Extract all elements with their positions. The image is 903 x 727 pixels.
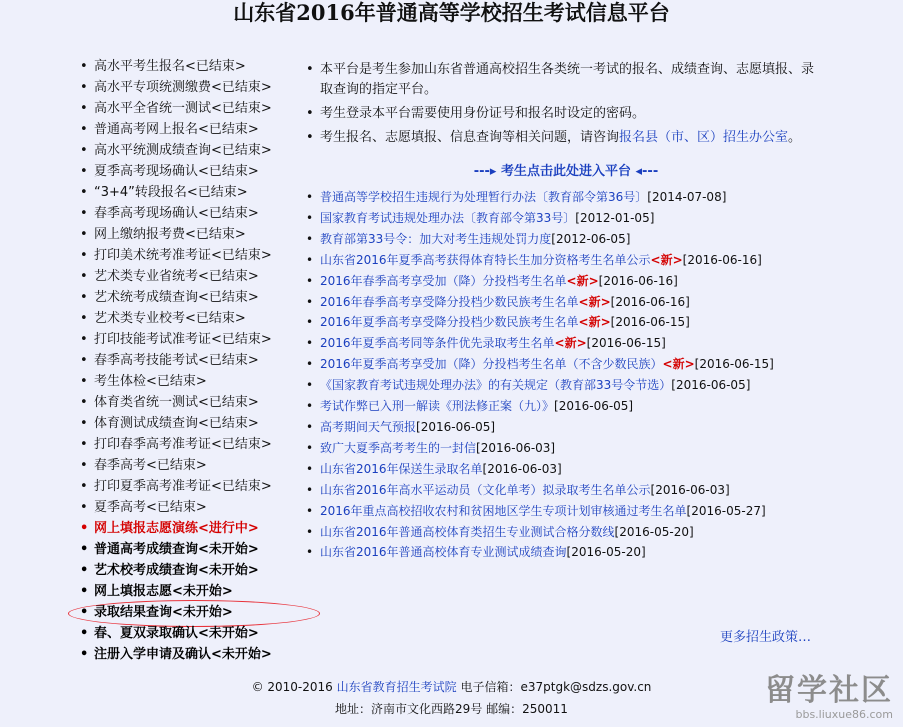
- bullet-icon: •: [80, 374, 88, 389]
- menu-item-label[interactable]: “3+4”转段报名<已结束>: [94, 185, 248, 200]
- menu-item[interactable]: [80, 182, 295, 203]
- news-title-link[interactable]: 高考期间天气预报: [320, 419, 417, 434]
- news-item: [306, 522, 826, 543]
- menu-item-label[interactable]: 春季高考技能考试<已结束>: [94, 353, 259, 368]
- news-title-link[interactable]: 普通高等学校招生违规行为处理暂行办法〔教育部令第36号〕: [320, 190, 648, 204]
- bullet-icon: •: [80, 605, 89, 620]
- bullet-icon: •: [306, 545, 314, 560]
- bullet-icon: •: [80, 395, 88, 410]
- bullet-icon: •: [306, 62, 314, 77]
- menu-item[interactable]: [80, 119, 295, 140]
- bullet-icon: •: [80, 143, 88, 158]
- menu-item[interactable]: [80, 497, 295, 518]
- bullet-icon: •: [306, 231, 314, 246]
- news-title-link[interactable]: 教育部第33号令：加大对考生违规处罚力度: [320, 231, 552, 246]
- bullet-icon: •: [80, 542, 89, 557]
- menu-item-label[interactable]: 普通高考成绩查询<未开始>: [94, 542, 259, 557]
- bullet-icon: •: [306, 461, 314, 476]
- menu-item[interactable]: [80, 413, 295, 434]
- menu-item-label[interactable]: 体育测试成绩查询<已结束>: [94, 416, 259, 431]
- menu-item-label[interactable]: 夏季高考<已结束>: [94, 500, 207, 515]
- org-link[interactable]: 山东省教育招生考试院: [336, 680, 457, 694]
- news-date: [2016-06-15]: [586, 336, 666, 351]
- menu-item[interactable]: [80, 245, 295, 266]
- menu-item-label[interactable]: 打印美术统考准考证<已结束>: [94, 248, 272, 263]
- menu-item[interactable]: [80, 476, 295, 497]
- info-item: [306, 60, 826, 100]
- menu-item-label[interactable]: 春季高考现场确认<已结束>: [94, 206, 259, 221]
- menu-item[interactable]: [80, 140, 295, 161]
- bullet-icon: •: [80, 122, 88, 137]
- bullet-icon: •: [80, 290, 88, 305]
- email: 电子信箱：e37ptgk@sdzs.gov.cn: [460, 680, 652, 694]
- news-title-link[interactable]: 国家教育考试违规处理办法〔教育部令第33号〕: [320, 210, 576, 225]
- new-badge: <新>: [578, 294, 611, 309]
- menu-item-label[interactable]: 网上缴纳报考费<已结束>: [94, 227, 246, 242]
- menu-item-label[interactable]: 注册入学申请及确认<未开始>: [94, 647, 272, 662]
- news-title-link[interactable]: 山东省2016年普通高校体育类招生专业测试合格分数线: [320, 524, 615, 539]
- news-date: [2016-06-03]: [476, 440, 556, 455]
- bullet-icon: •: [80, 59, 88, 74]
- news-date: [2012-01-05]: [575, 210, 655, 225]
- bullet-icon: •: [306, 399, 314, 414]
- news-date: [2016-06-15]: [610, 315, 690, 330]
- menu-item-label[interactable]: 艺术统考成绩查询<已结束>: [94, 290, 259, 305]
- news-item: [306, 312, 826, 333]
- menu-item-label[interactable]: 网上填报志愿<未开始>: [94, 584, 233, 599]
- menu-item-label[interactable]: 春季高考<已结束>: [94, 458, 207, 473]
- news-date: [2016-05-20]: [566, 545, 646, 560]
- news-item: [306, 438, 826, 459]
- bullet-icon: •: [80, 416, 88, 431]
- news-item: [306, 208, 826, 229]
- news-date: [2016-06-05]: [416, 419, 496, 434]
- menu-item-label[interactable]: 录取结果查询<未开始>: [94, 605, 233, 620]
- bullet-icon: •: [306, 419, 314, 434]
- menu-item[interactable]: [80, 224, 295, 245]
- bullet-icon: •: [80, 332, 88, 347]
- news-title-link[interactable]: 2016年春季高考享受加（降）分投档考生名单: [320, 273, 567, 288]
- bullet-icon: •: [80, 80, 88, 95]
- menu-item[interactable]: [80, 371, 295, 392]
- news-title-link[interactable]: 《国家教育考试违规处理办法》的有关规定（教育部33号令节选）: [320, 378, 672, 393]
- news-title-link[interactable]: 致广大夏季高考考生的一封信: [320, 440, 477, 455]
- menu-item-label[interactable]: 高水平考生报名<已结束>: [94, 59, 246, 74]
- news-title-link[interactable]: 山东省2016年高水平运动员（文化单考）拟录取考生名单公示: [320, 482, 651, 497]
- menu-item[interactable]: [80, 623, 295, 644]
- menu-item[interactable]: [80, 350, 295, 371]
- bullet-icon: •: [80, 248, 88, 263]
- left-menu: [80, 56, 295, 665]
- news-date: [2016-05-20]: [614, 524, 694, 539]
- county-office-link[interactable]: 报名县（市、区）招生办公室: [619, 130, 789, 145]
- info-text: 本平台是考生参加山东省普通高校招生各类统一考试的报名、成绩查询、志愿填报、录取查询的指定平台。: [320, 62, 815, 97]
- menu-item-label[interactable]: 网上填报志愿演练<进行中>: [94, 521, 259, 536]
- news-title-link[interactable]: 2016年夏季高考同等条件优先录取考生名单: [320, 336, 555, 351]
- watermark: [765, 674, 893, 721]
- menu-item[interactable]: [80, 287, 295, 308]
- news-title-link[interactable]: 2016年春季高考享受降分投档少数民族考生名单: [320, 294, 579, 309]
- bullet-icon: •: [306, 210, 314, 225]
- new-badge: <新>: [566, 273, 599, 288]
- menu-item[interactable]: [80, 98, 295, 119]
- news-title-link[interactable]: 山东省2016年普通高校体育专业测试成绩查询: [320, 545, 567, 560]
- menu-item[interactable]: [80, 644, 295, 665]
- bullet-icon: •: [306, 106, 314, 121]
- news-title-link[interactable]: 考试作弊已入刑一解读《刑法修正案（九）》: [320, 399, 555, 414]
- bullet-icon: •: [80, 647, 89, 662]
- menu-item[interactable]: [80, 77, 295, 98]
- news-item: [306, 480, 826, 501]
- info-text: 考生登录本平台需要使用身份证号和报名时设定的密码。: [320, 106, 646, 121]
- bullet-icon: •: [80, 563, 89, 578]
- news-item: [306, 396, 826, 417]
- bullet-icon: •: [80, 269, 88, 284]
- bullet-icon: •: [306, 482, 314, 497]
- menu-item-label[interactable]: 打印夏季高考准考证<已结束>: [94, 479, 272, 494]
- news-date: [2016-05-27]: [686, 503, 766, 518]
- news-item: [306, 271, 826, 292]
- menu-item-label[interactable]: 高水平统测成绩查询<已结束>: [94, 143, 272, 158]
- info-item: [306, 104, 826, 124]
- bullet-icon: •: [306, 336, 314, 351]
- news-list: [306, 187, 826, 563]
- menu-item[interactable]: [80, 455, 295, 476]
- bullet-icon: •: [80, 584, 89, 599]
- menu-item[interactable]: [80, 329, 295, 350]
- menu-item-label[interactable]: 春、夏双录取确认<未开始>: [94, 626, 259, 641]
- menu-item[interactable]: [80, 392, 295, 413]
- news-item: [306, 501, 826, 522]
- news-date: [2016-06-05]: [671, 378, 751, 393]
- copyright: © 2010-2016: [251, 680, 333, 694]
- info-item: [306, 128, 826, 148]
- news-title-link[interactable]: 2016年重点高校招收农村和贫困地区学生专项计划审核通过考生名单: [320, 503, 687, 518]
- menu-item[interactable]: [80, 203, 295, 224]
- bullet-icon: •: [80, 101, 88, 116]
- bullet-icon: •: [80, 227, 88, 242]
- bullet-icon: •: [80, 437, 88, 452]
- bullet-icon: •: [306, 273, 314, 288]
- news-item: [306, 229, 826, 250]
- menu-item[interactable]: [80, 56, 295, 77]
- menu-item-label[interactable]: 打印春季高考准考证<已结束>: [94, 437, 272, 452]
- bullet-icon: •: [306, 440, 314, 455]
- watermark-logo: 留学社区: [765, 673, 893, 708]
- news-item: [306, 187, 826, 208]
- info-text: 。: [788, 130, 802, 145]
- main-content: [306, 60, 826, 563]
- menu-item[interactable]: [80, 602, 295, 623]
- menu-item-label[interactable]: 高水平全省统一测试<已结束>: [94, 101, 272, 116]
- bullet-icon: •: [306, 524, 314, 539]
- bullet-icon: •: [80, 185, 88, 200]
- bullet-icon: •: [80, 626, 89, 641]
- news-date: [2016-06-05]: [554, 399, 634, 414]
- news-item: [306, 417, 826, 438]
- menu-item-label[interactable]: 普通高考网上报名<已结束>: [94, 122, 259, 137]
- bullet-icon: •: [306, 252, 314, 267]
- bullet-icon: •: [80, 500, 88, 515]
- bullet-icon: •: [306, 378, 314, 393]
- menu-item[interactable]: [80, 581, 295, 602]
- menu-item[interactable]: [80, 518, 295, 539]
- menu-item-label[interactable]: 艺术类专业校考<已结束>: [94, 311, 246, 326]
- menu-item[interactable]: [80, 560, 295, 581]
- info-text: 考生报名、志愿填报、信息查询等相关问题，请咨询: [320, 130, 620, 145]
- news-title-link[interactable]: 山东省2016年夏季高考获得体育特长生加分资格考生名单公示: [320, 252, 651, 267]
- bullet-icon: •: [80, 311, 88, 326]
- menu-item-label[interactable]: 考生体检<已结束>: [94, 374, 207, 389]
- news-item: [306, 333, 826, 354]
- bullet-icon: •: [306, 357, 314, 372]
- more-policies-link[interactable]: 更多招生政策…: [720, 630, 812, 645]
- bullet-icon: •: [80, 206, 88, 221]
- news-date: [2016-06-16]: [610, 294, 690, 309]
- news-date: [2014-07-08]: [647, 190, 727, 204]
- menu-item-label[interactable]: 打印技能考试准考证<已结束>: [94, 332, 272, 347]
- news-item: [306, 292, 826, 313]
- news-date: [2016-06-03]: [650, 482, 730, 497]
- menu-item[interactable]: [80, 161, 295, 182]
- news-date: [2012-06-05]: [551, 231, 631, 246]
- news-title-link[interactable]: 2016年夏季高考享受加（降）分投档考生名单（不含少数民族）: [320, 357, 663, 372]
- bullet-icon: •: [306, 503, 314, 518]
- menu-item-label[interactable]: 体育类省统一测试<已结束>: [94, 395, 259, 410]
- bullet-icon: •: [80, 164, 88, 179]
- bullet-icon: •: [80, 458, 88, 473]
- news-item: [306, 354, 826, 375]
- menu-item[interactable]: [80, 434, 295, 455]
- news-title-link[interactable]: 2016年夏季高考享受降分投档少数民族考生名单: [320, 315, 579, 330]
- news-title-link[interactable]: 山东省2016年保送生录取名单: [320, 461, 483, 476]
- watermark-url: bbs.liuxue86.com: [795, 708, 893, 721]
- menu-item[interactable]: [80, 308, 295, 329]
- news-date: [2016-06-16]: [598, 273, 678, 288]
- menu-item-label[interactable]: 夏季高考现场确认<已结束>: [94, 164, 259, 179]
- menu-item[interactable]: [80, 266, 295, 287]
- new-badge: <新>: [578, 315, 611, 330]
- news-date: [2016-06-15]: [694, 357, 774, 372]
- enter-platform-link[interactable]: ---▸ 考生点击此处进入平台 ◂---: [473, 164, 659, 179]
- news-item: [306, 250, 826, 271]
- bullet-icon: •: [306, 294, 314, 309]
- menu-item-label[interactable]: 艺术类专业省统考<已结束>: [94, 269, 259, 284]
- news-date: [2016-06-16]: [682, 252, 762, 267]
- news-item: [306, 459, 826, 480]
- new-badge: <新>: [662, 357, 695, 372]
- menu-item-label[interactable]: 高水平专项统测缴费<已结束>: [94, 80, 272, 95]
- page-title: 山东省2016年普通高等学校招生考试信息平台: [233, 0, 670, 25]
- bullet-icon: •: [306, 315, 314, 330]
- news-item: [306, 375, 826, 396]
- new-badge: <新>: [554, 336, 587, 351]
- bullet-icon: •: [306, 190, 314, 204]
- bullet-icon: •: [306, 130, 314, 145]
- bullet-icon: •: [80, 521, 89, 536]
- new-badge: <新>: [650, 252, 683, 267]
- news-date: [2016-06-03]: [482, 461, 562, 476]
- menu-item[interactable]: [80, 539, 295, 560]
- bullet-icon: •: [80, 479, 88, 494]
- news-item: [306, 542, 826, 563]
- bullet-icon: •: [80, 353, 88, 368]
- address: 地址：济南市文化西路29号 邮编：250011: [335, 702, 568, 716]
- menu-item-label[interactable]: 艺术校考成绩查询<未开始>: [94, 563, 259, 578]
